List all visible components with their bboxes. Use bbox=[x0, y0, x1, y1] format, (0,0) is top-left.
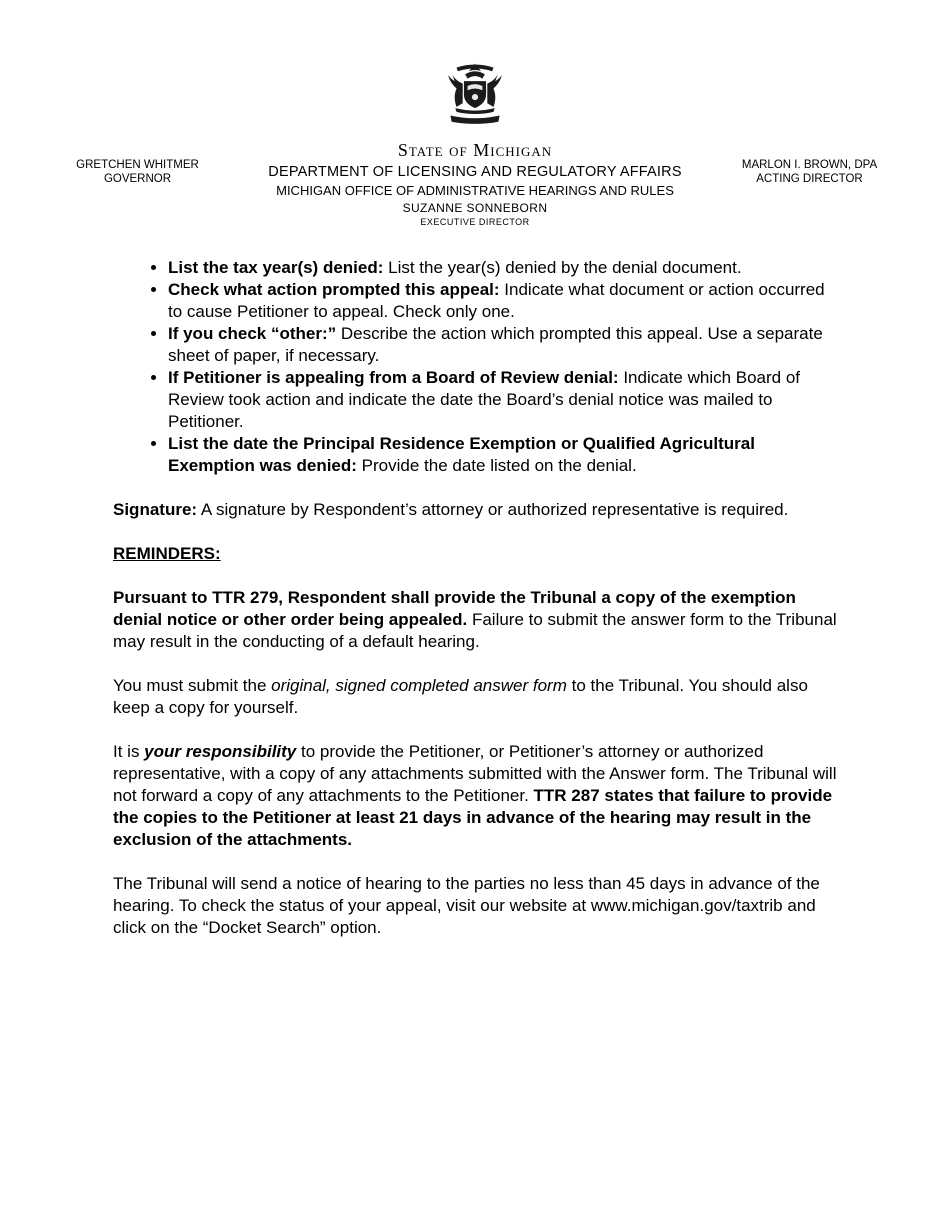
instruction-item-board-of-review bbox=[168, 367, 837, 433]
instruction-text: Describe the action which prompted this appeal. Use a separate sheet of paper, if necessary. bbox=[168, 324, 823, 365]
instruction-item-exemption-denied-date bbox=[168, 433, 837, 477]
reminder-bold-text: Pursuant to TTR 279, Respondent shall provide the Tribunal a copy of the exemption denial notice or other order being appealed. bbox=[113, 588, 796, 629]
acting-director-title: ACTING DIRECTOR bbox=[756, 173, 863, 185]
reminders-heading-text: REMINDERS: bbox=[113, 544, 221, 563]
reminder-paragraph-responsibility bbox=[113, 741, 837, 851]
reminder-italic-text: original, signed completed answer form bbox=[271, 676, 567, 695]
letterhead bbox=[0, 0, 950, 227]
acting-director-name: MARLON I. BROWN, DPA bbox=[741, 159, 878, 171]
executive-director-name: SUZANNE SONNEBORN bbox=[402, 201, 548, 215]
instruction-text: List the year(s) denied by the denial document. bbox=[383, 258, 742, 277]
reminder-text: to provide the Petitioner, or Petitioner’s attorney or authorized representative, with a copy of any attachments submitted with the Answer form. The Tribunal will not forward a copy of any attachments to the Petitioner. bbox=[113, 742, 837, 805]
reminder-bold-italic-text: your responsibility bbox=[144, 742, 297, 761]
instruction-label: If Petitioner is appealing from a Board of Review denial: bbox=[168, 368, 619, 387]
instruction-item-action-prompted bbox=[168, 279, 837, 323]
reminder-paragraph-ttr279 bbox=[113, 587, 837, 653]
office-name: MICHIGAN OFFICE OF ADMINISTRATIVE HEARINGS AND RULES bbox=[276, 183, 674, 198]
instruction-item-tax-years bbox=[168, 257, 837, 279]
instruction-list bbox=[113, 257, 837, 477]
reminder-text: You must submit the bbox=[113, 676, 272, 695]
instruction-label: If you check “other:” bbox=[168, 324, 337, 343]
reminder-text: to the Tribunal. You should also keep a copy for yourself. bbox=[113, 676, 808, 717]
executive-director-title: EXECUTIVE DIRECTOR bbox=[420, 217, 530, 227]
acting-director-block bbox=[717, 158, 902, 186]
michigan-coat-of-arms-icon bbox=[438, 54, 512, 134]
reminder-text: It is bbox=[113, 742, 145, 761]
signature-label: Signature: bbox=[113, 500, 198, 519]
state-name: State of Michigan bbox=[397, 140, 553, 160]
department-name: DEPARTMENT OF LICENSING AND REGULATORY AFFAIRS bbox=[268, 164, 682, 180]
signature-paragraph bbox=[113, 499, 837, 521]
instruction-text: Indicate what document or action occurred to cause Petitioner to appeal. Check only one. bbox=[168, 280, 825, 321]
reminders-heading bbox=[113, 543, 837, 565]
governor-title: GOVERNOR bbox=[103, 173, 172, 185]
instruction-label: List the date the Principal Residence Exemption or Qualified Agricultural Exemption was denied: bbox=[168, 434, 755, 475]
instruction-item-other bbox=[168, 323, 837, 367]
reminder-bold-text: TTR 287 states that failure to provide the copies to the Petitioner at least 21 days in advance of the hearing may result in the exclusion of the attachments. bbox=[113, 786, 833, 849]
reminder-text: The Tribunal will send a notice of hearing to the parties no less than 45 days in advance of the hearing. To check the status of your appeal, visit our website at bbox=[113, 874, 820, 915]
instruction-label: List the tax year(s) denied: bbox=[168, 258, 384, 277]
signature-text: A signature by Respondent’s attorney or authorized representative is required. bbox=[197, 500, 789, 519]
reminder-paragraph-original-form bbox=[113, 675, 837, 719]
governor-name: GRETCHEN WHITMER bbox=[76, 159, 199, 171]
governor-block bbox=[60, 158, 215, 186]
instruction-text: Provide the date listed on the denial. bbox=[356, 456, 637, 475]
reminder-text: and click on the “Docket Search” option. bbox=[113, 896, 816, 937]
instruction-label: Check what action prompted this appeal: bbox=[168, 280, 500, 299]
document-body bbox=[113, 257, 837, 939]
reminder-paragraph-notice-of-hearing bbox=[113, 873, 837, 939]
instruction-text: Indicate which Board of Review took action and indicate the date the Board’s denial notice was mailed to Petitioner. bbox=[168, 368, 801, 431]
reminder-text: Failure to submit the answer form to the Tribunal may result in the conducting of a default hearing. bbox=[113, 610, 837, 651]
website-url: www.michigan.gov/taxtrib bbox=[590, 896, 783, 915]
